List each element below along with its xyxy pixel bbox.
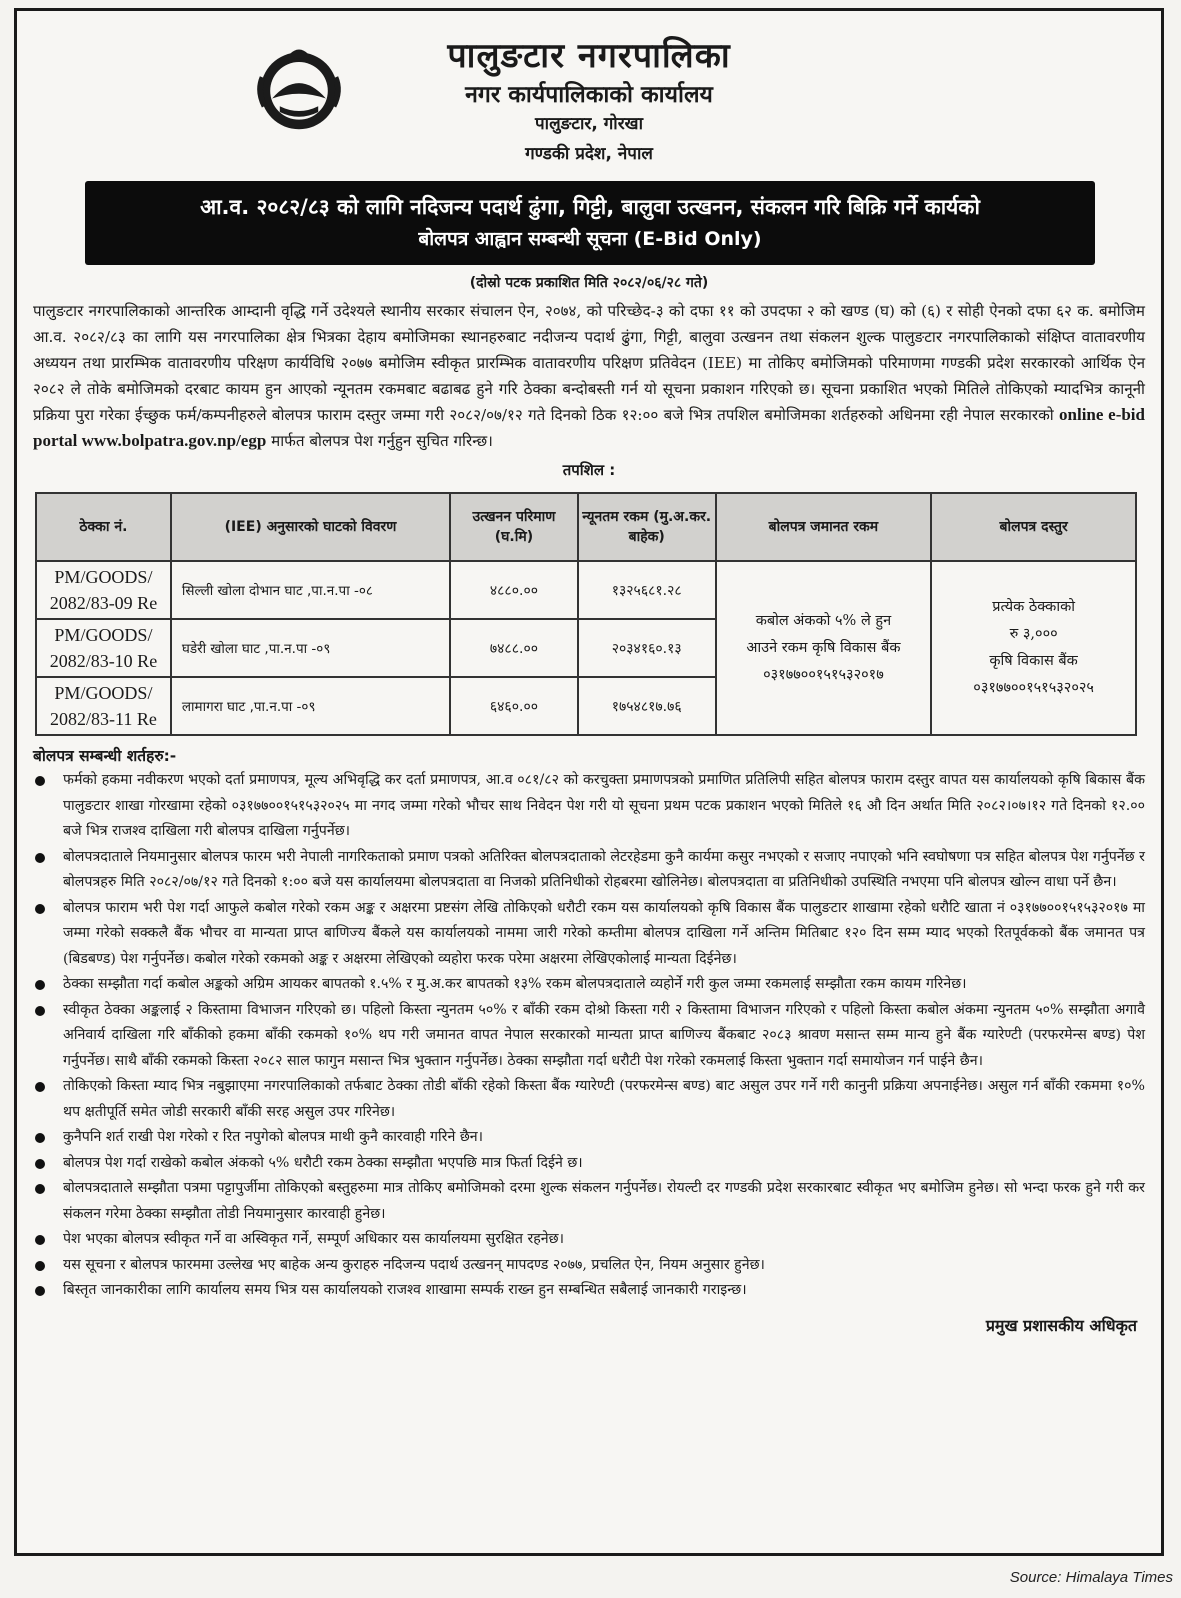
contract-number	[36, 561, 171, 619]
source-credit: Source: Himalaya Times	[1009, 1569, 1173, 1586]
notice-title-line2: बोलपत्र आह्वान सम्बन्धी सूचना (E-Bid Only)	[418, 228, 762, 250]
extraction-quantity: ७४८८.००	[450, 619, 578, 677]
schedule-label: तपशिल :	[562, 461, 616, 479]
term-text: यस सूचना र बोलपत्र फारममा उल्लेख भए बाहेक अन्य कुराहरु नदिजन्य पदार्थ उत्खनन् मापदण्ड २०७७, प्रचलित ऐन, नियम अनुसार हुनेछ।	[63, 1256, 765, 1273]
term-item	[33, 896, 1145, 973]
column-header-site-description: (IEE) अनुसारको घाटको विवरण	[171, 493, 450, 561]
bid-fee-line1: प्रत्येक ठेक्काको	[992, 599, 1075, 615]
site-description: लामागरा घाट ,पा.न.पा -०९	[171, 677, 450, 735]
bullet-icon	[35, 1261, 45, 1271]
contract-number-line1: PM/GOODS/	[54, 625, 153, 645]
bullet-icon	[35, 1184, 45, 1194]
notice-title-banner	[85, 181, 1095, 265]
contract-number	[36, 619, 171, 677]
e-bid-portal-link[interactable]: online e-bid portal www.bolpatra.gov.np/egp	[33, 405, 1145, 450]
bullet-icon	[35, 1133, 45, 1143]
site-description: सिल्ली खोला दोभान घाट ,पा.न.पा -०८	[171, 561, 450, 619]
term-text: बोलपत्र फाराम भरी पेश गर्दा आफुले कबोल गरेको रकम अङ्क र अक्षरमा प्रष्टसंग लेखि तोकिएको धरौटी रकम यस कार्यालयको कृषि विकास बैंक पालुङटार शाखामा रहेको धरौटि खाता नं ०३१७७००१५१५३२०१७ मा जम्मा गरेको सक्कलै बैंक भौचर वा मान्यता प्राप्त बाणिज्य बैंकले यस कार्यालयको नाममा जारी गरेको कम्तीमा बोलपत्र दाखिला गर्ने अन्तिम मितिबाट १२० दिन सम्म म्याद भएको रितपूर्वकको बैंक जमानत पत्र (बिडबण्ड) पेश गर्नुपर्नेछ। कबोल गरेको रकमको अङ्क र अक्षरमा लेखिएको व्यहोरा फरक परेमा अक्षरमा लेखिएकोलाई मान्यता दिईनेछ।	[63, 899, 1145, 967]
bid-schedule-table	[35, 492, 1137, 736]
term-item	[33, 1278, 1145, 1304]
publish-date: (दोस्रो पटक प्रकाशित मिति २०८२/०६/२८ गते)	[469, 275, 709, 291]
minimum-amount: २०३४१६०.१३	[578, 619, 716, 677]
column-header-bid-security: बोलपत्र जमानत रकम	[716, 493, 932, 561]
term-text: फर्मको हकमा नवीकरण भएको दर्ता प्रमाणपत्र, मूल्य अभिवृद्धि कर दर्ता प्रमाणपत्र, आ.व ०८१/८२ को करचुक्ता प्रमाणपत्रको प्रमाणित प्रतिलिपी सहित बोलपत्र फाराम दस्तुर वापत यस कार्यालयको कृषि बिकास बैंक पालुङटार शाखा गोरखामा रहेको ०३१७७००१५१५३२०२५ मा नगद जम्मा गरेको भौचर साथ निवेदन पेश गरी यो सूचना प्रथम पटक प्रकाशन भएको मितिले १६ औ दिन अर्थात मिति २०८२।०७।१२ गते दिनको १२.०० बजे भित्र राजश्व दाखिला गरी बोलपत्र दाखिला गर्नुपर्नेछ।	[63, 772, 1145, 839]
minimum-amount: १७५४८१७.७६	[578, 677, 716, 735]
bid-fee-bank: कृषि विकास बैंक	[989, 653, 1078, 669]
term-item	[33, 768, 1145, 845]
table-header-row	[36, 493, 1136, 561]
extraction-quantity: ६४६०.००	[450, 677, 578, 735]
term-text: बोलपत्रदाताले नियमानुसार बोलपत्र फारम भरी नेपाली नागरिकताको प्रमाण पत्रको अतिरिक्त बोलपत्रदाताको लेटरहेडमा कुनै कार्यमा कसुर नभएको र सजाए नपाएको भनि स्वघोषणा पत्र सहित बोलपत्र पेश गर्नुपर्नेछ र बोलपत्रहरु मिति २०८२/०७/१२ गते दिनको १:०० बजे यस कार्यालयमा बोलपत्रदाता वा निजको प्रतिनिधीको रोहबरमा खोलिनेछ। बोलपत्रदाता वा प्रतिनिधीको उपस्थिति नभएमा पनि बोलपत्र खोल्न वाधा पर्ने छैन।	[63, 848, 1145, 890]
contract-number-line2: 2082/83-09 Re	[49, 593, 158, 613]
column-header-minimum-amount: न्यूनतम रकम (मु.अ.कर. बाहेक)	[578, 493, 716, 561]
bullet-icon	[35, 980, 45, 990]
bullet-icon	[35, 1082, 45, 1092]
bid-fee-account: ०३१७७००१५१५३२०२५	[973, 680, 1094, 696]
bullet-icon	[35, 1235, 45, 1245]
bid-security-line2: आउने रकम कृषि विकास बैंक	[746, 639, 901, 656]
term-item	[33, 845, 1145, 896]
office-address: पालुङटार, गोरखा	[535, 114, 643, 134]
office-name: नगर कार्यपालिकाको कार्यालय	[465, 82, 713, 108]
province-name: गण्डकी प्रदेश, नेपाल	[525, 144, 653, 164]
extraction-quantity: ४८८०.००	[450, 561, 578, 619]
letterhead	[33, 11, 1145, 171]
term-item	[33, 1151, 1145, 1177]
term-text: बिस्तृत जानकारीका लागि कार्यालय समय भित्र यस कार्यालयको राजश्व शाखामा सम्पर्क राख्न हुन सम्बन्धित सबैलाई जानकारी गराइन्छ।	[63, 1282, 747, 1298]
contract-number-line2: 2082/83-11 Re	[50, 709, 157, 729]
tender-notice	[14, 8, 1164, 1556]
site-description: घडेरी खोला घाट ,पा.न.पा -०९	[171, 619, 450, 677]
term-item	[33, 972, 1145, 998]
municipality-name: पालुङटार नगरपालिका	[447, 36, 731, 76]
intro-text: पालुङटार नगरपालिकाको आन्तरिक आम्दानी वृद्धि गर्ने उदेश्यले स्थानीय सरकार संचालन ऐन, २०७४, को परिच्छेद-३ को दफा ११ को उपदफा २ को खण्ड (घ) को (६) र सोही ऐनको दफा ६२ क. बमोजिम आ.व. २०८२/८३ का लागि यस नगरपालिका क्षेत्र भित्रका देहाय बमोजिमका स्थानहरुबाट नदीजन्य पदार्थ ढुंगा, गिट्टी, बालुवा उत्खनन तथा संकलन शुल्क पालुङटार नगरपालिकाको संक्षिप्त वातावरणीय अध्ययन तथा प्रारम्भिक वातावरणीय परिक्षण कार्यविधि २०७७ बमोजिम स्वीकृत प्रारम्भिक वातावरणीय परिक्षण प्रतिवेदन (IEE) मा तोकिए बमोजिमको परिमाणमा गण्डकी प्रदेश सरकारको आर्थिक ऐन २०८२ ले तोके बमोजिमको दरबाट कायम हुन आएको न्यूनतम रकमबाट बढाबढ हुने गरि ठेक्का बन्दोबस्ती गर्न यो सूचना प्रकाशन गरिएको छ। सूचना प्रकाशित भएको मितिले तोकिएको म्यादभित्र कानूनी प्रक्रिया पुरा गरेका ईच्छुक फर्म/कम्पनीहरुले बोलपत्र फाराम दस्तुर जम्मा गरी २०८२/०७/१२ गते दिनको ठिक १२:०० बजे भित्र तपशिल बमोजिमका शर्तहरुको अधिनमा रही नेपाल सरकारको	[33, 302, 1145, 424]
bullet-icon	[35, 1286, 45, 1296]
bullet-icon	[35, 1159, 45, 1169]
column-header-contract-no: ठेक्का नं.	[36, 493, 171, 561]
bid-security-line1: कबोल अंकको ५% ले हुन	[755, 612, 892, 629]
contract-number	[36, 677, 171, 735]
term-text: कुनैपनि शर्त राखी पेश गरेको र रित नपुगेको बोलपत्र माथी कुनै कारवाही गरिने छैन।	[63, 1129, 484, 1145]
bid-security-account: ०३१७७००१५१५३२०१७	[763, 666, 884, 683]
bullet-icon	[35, 853, 45, 863]
column-header-quantity: उत्खनन परिमाण (घ.मि)	[450, 493, 578, 561]
contract-number-line1: PM/GOODS/	[54, 683, 153, 703]
term-text: तोकिएको किस्ता म्याद भित्र नबुझाएमा नगरपालिकाको तर्फबाट ठेक्का तोडी बाँकी रहेको किस्ता बैंक ग्यारेण्टी (परफरमेन्स बण्ड) बाट असुल उपर गर्ने गरी कानुनी प्रक्रिया अपनाईनेछ। असुल गर्न बाँकी रकममा १०% थप क्षतीपूर्ति समेत जोडी सरकारी बाँकी सरह असुल उपर गरिनेछ।	[63, 1078, 1145, 1120]
term-text: पेश भएका बोलपत्र स्वीकृत गर्ने वा अस्विकृत गर्ने, सम्पूर्ण अधिकार यस कार्यालयमा सुरक्षित रहनेछ।	[63, 1231, 564, 1247]
term-item	[33, 998, 1145, 1075]
term-item	[33, 1227, 1145, 1253]
term-item	[33, 1253, 1145, 1279]
bid-security-cell	[716, 561, 932, 735]
minimum-amount: १३२५६८१.२८	[578, 561, 716, 619]
signatory-title: प्रमुख प्रशासकीय अधिकृत	[985, 1315, 1137, 1335]
term-text: बोलपत्रदाताले सम्झौता पत्रमा पट्टापुर्जीमा तोकिएको बस्तुहरुमा मात्र तोकिए बमोजिमको दरमा शुल्क संकलन गर्नुपर्नेछ। रोयल्टी दर गण्डकी प्रदेश सरकारबाट स्वीकृत भए बमोजिम हुनेछ। सो भन्दा फरक हुने गरी कर संकलन गरेमा ठेक्का सम्झौता तोडी नियमानुसार कारवाही हुनेछ।	[63, 1180, 1145, 1222]
bullet-icon	[35, 1006, 45, 1016]
bullet-icon	[35, 904, 45, 914]
contract-number-line2: 2082/83-10 Re	[49, 651, 158, 671]
intro-paragraph	[33, 298, 1145, 454]
terms-heading: बोलपत्र सम्बन्धी शर्तहरु:-	[33, 747, 177, 765]
intro-text-end: मार्फत बोलपत्र पेश गर्नुहुन सुचित गरिन्छ।	[266, 432, 493, 450]
terms-list	[33, 768, 1145, 1304]
notice-title-line1: आ.व. २०८२/८३ को लागि नदिजन्य पदार्थ ढुंगा, गिट्टी, बालुवा उत्खनन, संकलन गरि बिक्रि गर्ने कार्यको	[200, 195, 980, 219]
term-text: स्वीकृत ठेक्का अङ्कलाई २ किस्तामा विभाजन गरिएको छ। पहिलो किस्ता न्युनतम ५०% र बाँकी रकम दोश्रो किस्ता गरी २ किस्तामा विभाजन गरिएको र पहिलो किस्ता कबोल अंकमा न्युनतम ५०% सम्झौता अगावै अनिवार्य दाखिला गरि बाँकीको हकमा बाँकी रकमको १०% थप गरी जमानत वापत नेपाल सरकारको मान्यता प्राप्त बाणिज्य बैंकबाट २०८३ श्रावण मसान्त सम्म मान्य हुने बैंक ग्यारेण्टी (परफरमेन्स बण्ड) पेश गर्नुपर्नेछ। साथै बाँकी रकमको किस्ता २०८२ साल फागुन मसान्त भित्र भुक्तान गर्नुपर्नेछ। ठेक्का सम्झौता गर्दा धरौटी पेश गरेको रकमलाई किस्ता भुक्तान गर्दा समायोजन गर्न पाईने छैन।	[63, 1001, 1145, 1069]
bid-fee-amount: रु ३,०००	[1009, 626, 1058, 642]
term-item	[33, 1074, 1145, 1125]
bullet-icon	[35, 776, 45, 786]
term-item	[33, 1125, 1145, 1151]
bid-fee-cell	[931, 561, 1136, 735]
term-text: बोलपत्र पेश गर्दा राखेको कबोल अंकको ५% धरौटी रकम ठेक्का सम्झौता भएपछि मात्र फिर्ता दिईने छ।	[63, 1154, 583, 1171]
contract-number-line1: PM/GOODS/	[54, 567, 153, 587]
term-item	[33, 1176, 1145, 1227]
column-header-bid-fee: बोलपत्र दस्तुर	[931, 493, 1136, 561]
table-row	[36, 561, 1136, 619]
term-text: ठेक्का सम्झौता गर्दा कबोल अङ्कको अग्रिम आयकर बापतको १.५% र मु.अ.कर बापतको १३% रकम बोलपत्रदाताले व्यहोर्ने गरी कुल जम्मा रकमलाई सम्झौता रकम कायम गरिनेछ।	[63, 976, 967, 992]
